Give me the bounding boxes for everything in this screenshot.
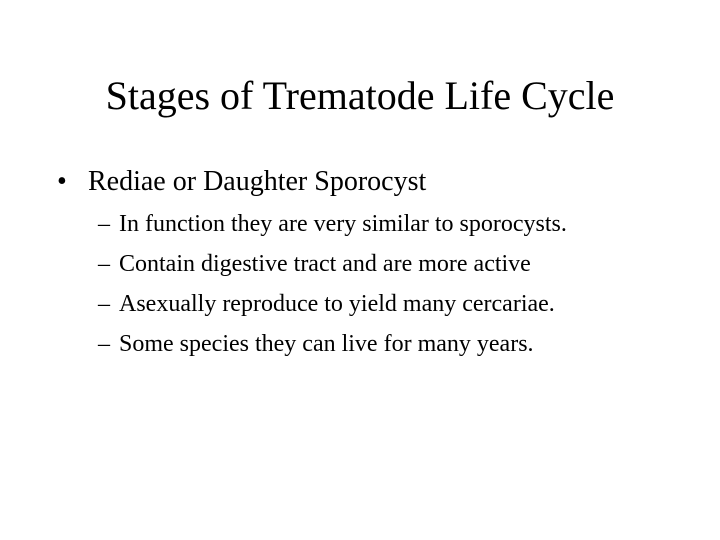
bullet-marker: •	[57, 166, 67, 197]
sub-bullet-item	[98, 248, 567, 288]
sub-bullet-item	[98, 208, 567, 248]
sub-bullet-item	[98, 328, 567, 368]
sub-bullet-item	[98, 288, 567, 328]
sub-bullet-text: Contain digestive tract and are more active	[119, 251, 531, 277]
slide-title: Stages of Trematode Life Cycle	[105, 73, 615, 118]
sub-bullet-text: In function they are very similar to sporocysts.	[119, 211, 567, 237]
dash-marker: –	[98, 251, 110, 277]
dash-marker: –	[98, 291, 110, 317]
sub-bullet-list	[98, 208, 567, 368]
dash-marker: –	[98, 331, 110, 357]
main-bullet-text: Rediae or Daughter Sporocyst	[88, 166, 427, 197]
sub-bullet-text: Some species they can live for many years.	[119, 331, 534, 357]
dash-marker: –	[98, 211, 110, 237]
sub-bullet-text: Asexually reproduce to yield many cercariae.	[119, 291, 555, 317]
main-bullet	[57, 165, 426, 199]
